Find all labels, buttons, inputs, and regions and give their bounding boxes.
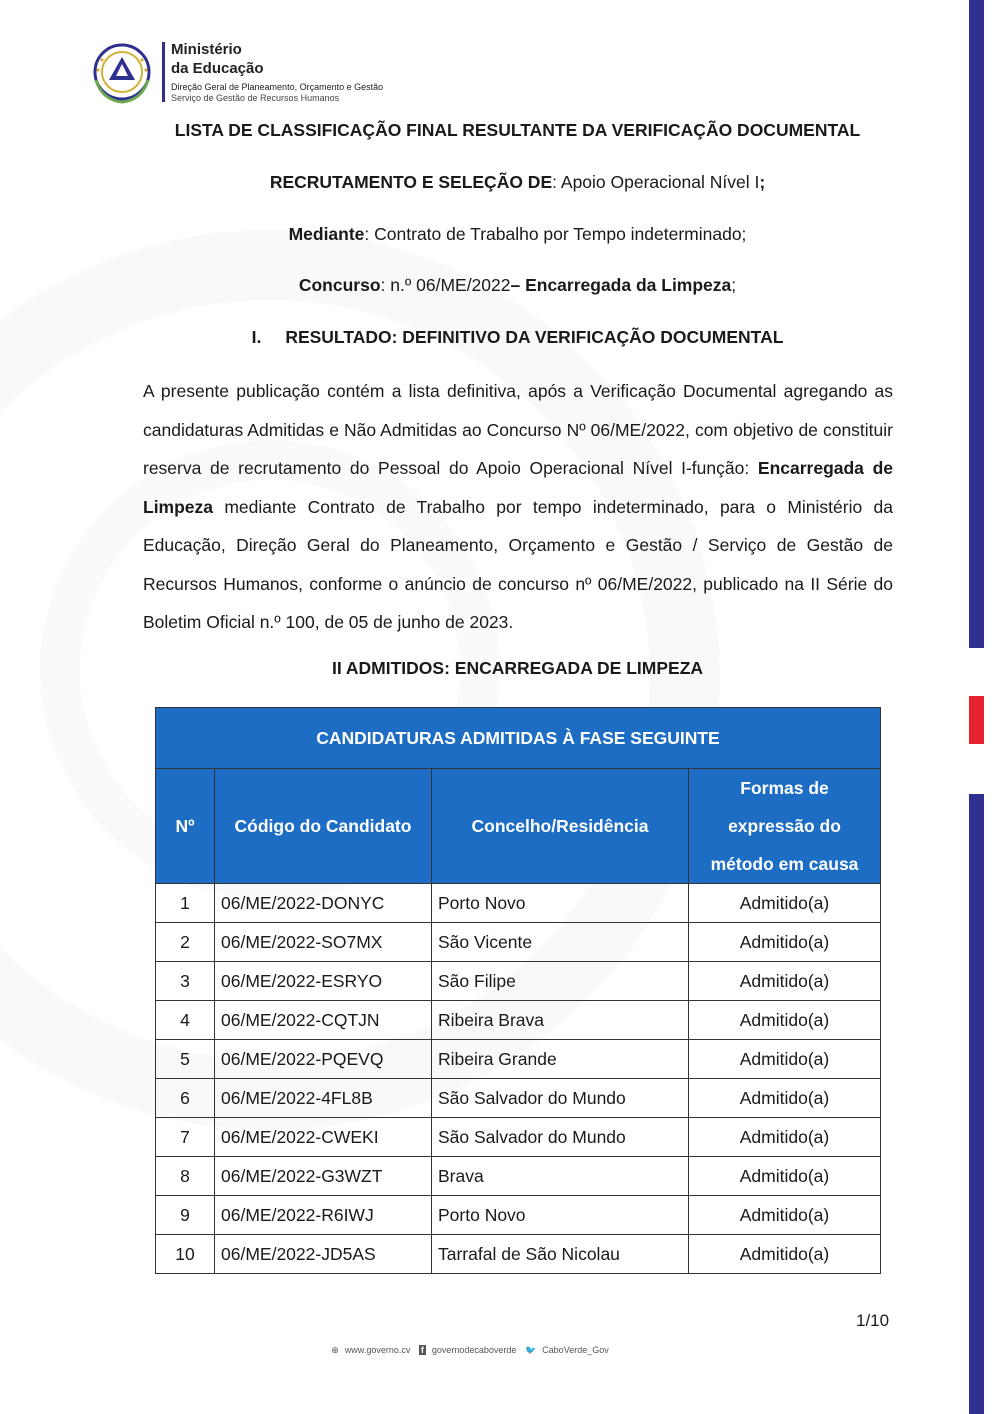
- section-1-number: I.: [251, 327, 262, 347]
- col-header-residence: Concelho/Residência: [432, 769, 689, 884]
- cell-code: 06/ME/2022-CQTJN: [215, 1001, 432, 1040]
- cell-status: Admitido(a): [689, 1118, 881, 1157]
- cell-number: 7: [156, 1118, 215, 1157]
- cell-residence: Porto Novo: [432, 884, 689, 923]
- globe-icon: ⊕: [331, 1345, 339, 1355]
- concurso-label: Concurso: [298, 275, 381, 295]
- concurso-line: Concurso: n.º 06/ME/2022– Encarregada da Limpeza;: [298, 275, 737, 295]
- cell-residence: Tarrafal de São Nicolau: [432, 1235, 689, 1274]
- cell-code: 06/ME/2022-JD5AS: [215, 1235, 432, 1274]
- section-1-title: RESULTADO: DEFINITIVO DA VERIFICAÇÃO DOCUMENTAL: [285, 327, 784, 347]
- side-stripe-blue-top: [969, 0, 984, 648]
- section-1-heading: [100, 327, 935, 348]
- cell-code: 06/ME/2022-ESRYO: [215, 962, 432, 1001]
- col-header-code: Código do Candidato: [215, 769, 432, 884]
- paragraph-text-2: mediante Contrato de Trabalho por tempo indeterminado, para o Ministério da Educação, Direção Geral do Planeamento, Orçamento e Gestão / Serviço de Gestão de Recursos Humanos, conforme o anúncio de concurso nº 06/ME/2022, publicado na II Série do Boletim Oficial n.º 100, de 05 de junho de 2023.: [143, 496, 893, 632]
- table-row: [156, 884, 881, 923]
- table-body: [156, 884, 881, 1274]
- cell-residence: Ribeira Brava: [432, 1001, 689, 1040]
- paragraph-text-1: A presente publicação contém a lista definitiva, após a Verificação Documental agregando as candidaturas Admitidas e Não Admitidas ao Concurso Nº 06/ME/2022, com objetivo de constituir reserva de recrutamento do Pessoal do Apoio Operacional Nível I-função:: [143, 381, 893, 478]
- cell-code: 06/ME/2022-4FL8B: [215, 1079, 432, 1118]
- mediante-label: Mediante: [288, 224, 365, 244]
- table-row: [156, 1196, 881, 1235]
- cell-code: 06/ME/2022-PQEVQ: [215, 1040, 432, 1079]
- footer-twitter: CaboVerde_Gov: [542, 1345, 609, 1355]
- document-title: LISTA DE CLASSIFICAÇÃO FINAL RESULTANTE DA VERIFICAÇÃO DOCUMENTAL: [174, 120, 861, 140]
- section-2-heading: II ADMITIDOS: ENCARREGADA DE LIMPEZA: [331, 658, 704, 678]
- table-caption: CANDIDATURAS ADMITIDAS À FASE SEGUINTE: [156, 708, 881, 769]
- body-paragraph: [143, 372, 893, 642]
- ministry-name: [171, 40, 264, 78]
- twitter-icon: 🐦: [524, 1345, 537, 1355]
- cell-status: Admitido(a): [689, 1235, 881, 1274]
- cell-number: 1: [156, 884, 215, 923]
- cell-code: 06/ME/2022-G3WZT: [215, 1157, 432, 1196]
- cell-number: 4: [156, 1001, 215, 1040]
- recruitment-end: ;: [759, 172, 766, 192]
- table-row: [156, 1118, 881, 1157]
- cell-residence: Brava: [432, 1157, 689, 1196]
- cell-status: Admitido(a): [689, 1079, 881, 1118]
- cell-status: Admitido(a): [689, 1001, 881, 1040]
- cell-number: 9: [156, 1196, 215, 1235]
- cell-number: 2: [156, 923, 215, 962]
- table-row: [156, 1079, 881, 1118]
- page-number: 1/10: [856, 1311, 890, 1330]
- mediante-value: Contrato de Trabalho por Tempo indeterminado;: [374, 224, 747, 244]
- logo-divider: [162, 42, 165, 102]
- recruitment-line: RECRUTAMENTO E SELEÇÃO DE: Apoio Operacional Nível I;: [269, 172, 766, 192]
- cell-status: Admitido(a): [689, 1157, 881, 1196]
- table-row: [156, 1157, 881, 1196]
- department-name: Direção Geral de Planeamento, Orçamento e Gestão: [171, 82, 384, 92]
- footer-site: www.governo.cv: [344, 1345, 411, 1355]
- cell-residence: Porto Novo: [432, 1196, 689, 1235]
- table-row: [156, 1001, 881, 1040]
- recruitment-value: Apoio Operacional Nível I: [560, 172, 760, 192]
- side-stripe-red: [969, 696, 984, 744]
- cell-number: 8: [156, 1157, 215, 1196]
- col-header-number: Nº: [156, 769, 215, 884]
- cell-status: Admitido(a): [689, 1040, 881, 1079]
- ministry-name-line1: Ministério: [171, 41, 242, 58]
- cell-number: 10: [156, 1235, 215, 1274]
- cell-number: 3: [156, 962, 215, 1001]
- cell-status: Admitido(a): [689, 923, 881, 962]
- service-name: Serviço de Gestão de Recursos Humanos: [171, 93, 340, 103]
- cell-residence: São Vicente: [432, 923, 689, 962]
- cell-residence: São Filipe: [432, 962, 689, 1001]
- cell-residence: São Salvador do Mundo: [432, 1079, 689, 1118]
- facebook-icon: f: [420, 1345, 424, 1355]
- cell-status: Admitido(a): [689, 962, 881, 1001]
- cell-code: 06/ME/2022-SO7MX: [215, 923, 432, 962]
- table-row: [156, 962, 881, 1001]
- admitted-candidates-table: [155, 707, 881, 1274]
- mediante-line: Mediante: Contrato de Trabalho por Tempo indeterminado;: [288, 224, 747, 244]
- cell-code: 06/ME/2022-R6IWJ: [215, 1196, 432, 1235]
- coat-of-arms-logo: [88, 40, 156, 106]
- cell-code: 06/ME/2022-CWEKI: [215, 1118, 432, 1157]
- cell-number: 5: [156, 1040, 215, 1079]
- cell-residence: São Salvador do Mundo: [432, 1118, 689, 1157]
- table-row: [156, 923, 881, 962]
- cell-status: Admitido(a): [689, 884, 881, 923]
- cell-number: 6: [156, 1079, 215, 1118]
- ministry-name-line2: da Educação: [171, 60, 264, 77]
- paragraph-bold: Encarregada de Limpeza: [143, 458, 894, 517]
- recruitment-label: RECRUTAMENTO E SELEÇÃO DE: [269, 172, 553, 192]
- cell-code: 06/ME/2022-DONYC: [215, 884, 432, 923]
- table-row: [156, 1040, 881, 1079]
- cell-residence: Ribeira Grande: [432, 1040, 689, 1079]
- footer: [0, 1345, 940, 1356]
- col-header-status: Formas de expressão do método em causa: [689, 769, 881, 884]
- concurso-bold: – Encarregada da Limpeza: [510, 275, 732, 295]
- concurso-end: ;: [731, 275, 737, 295]
- side-stripe-blue-bottom: [969, 794, 984, 1414]
- footer-facebook: governodecaboverde: [431, 1345, 517, 1355]
- cell-status: Admitido(a): [689, 1196, 881, 1235]
- table-row: [156, 1235, 881, 1274]
- concurso-value: n.º 06/ME/2022: [390, 275, 511, 295]
